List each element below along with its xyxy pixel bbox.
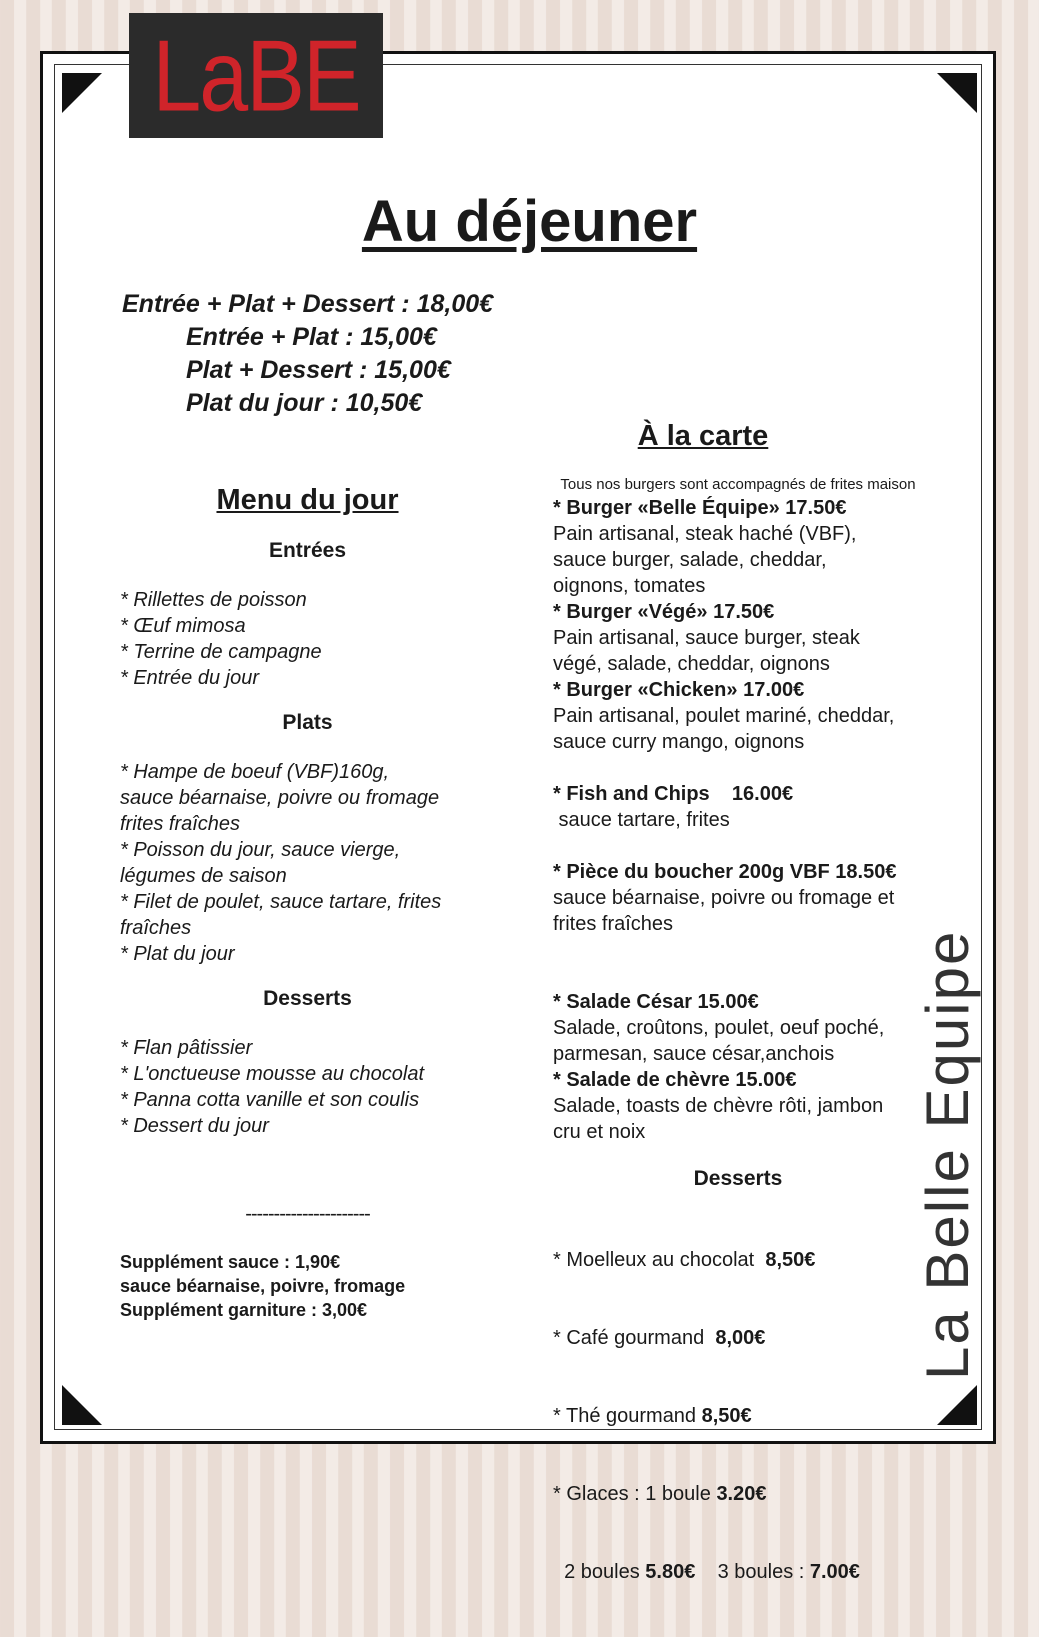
- corner-ornament-bottom-right: [937, 1385, 977, 1425]
- formula-line: Plat + Dessert : 15,00€: [186, 356, 451, 384]
- carte-item-burger-chicken: [553, 677, 933, 755]
- formula-line: Entrée + Plat : 15,00€: [186, 323, 437, 351]
- item-desc: Salade, croûtons, poulet, oeuf poché,: [553, 1017, 885, 1039]
- list-item: * L'onctueuse mousse au chocolat: [120, 1063, 425, 1085]
- logo-text: LaBE: [152, 18, 360, 132]
- item-desc: Salade, toasts de chèvre rôti, jambon: [553, 1095, 884, 1117]
- supplement-line: Supplément sauce : 1,90€: [120, 1252, 341, 1272]
- item-name: * Salade de chèvre 15.00€: [553, 1069, 797, 1091]
- desserts-heading: Desserts: [263, 987, 352, 1010]
- a-la-carte-title: À la carte: [637, 420, 769, 452]
- item-desc: Pain artisanal, steak haché (VBF),: [553, 523, 857, 545]
- item-desc: cru et noix: [553, 1121, 646, 1143]
- formula-line: Plat du jour : 10,50€: [186, 389, 423, 417]
- item-desc: sauce béarnaise, poivre ou fromage et: [553, 887, 895, 909]
- carte-item-burger-belle-equipe: [553, 495, 933, 599]
- list-item: * Rillettes de poisson: [120, 589, 307, 611]
- logo: [129, 13, 383, 138]
- list-item: * Dessert du jour: [120, 1115, 269, 1137]
- page-title: Au déjeuner: [361, 189, 698, 254]
- item-name: * Burger «Chicken» 17.00€: [553, 679, 805, 701]
- plats-heading: Plats: [282, 711, 333, 734]
- corner-ornament-top-left: [62, 73, 102, 113]
- supplement-line: Supplément garniture : 3,00€: [120, 1300, 368, 1320]
- item-name: * Burger «Belle Équipe» 17.50€: [553, 497, 847, 519]
- list-item: * Flan pâtissier: [120, 1037, 253, 1059]
- carte-desserts-list: [553, 1195, 933, 1637]
- item-desc: parmesan, sauce césar,anchois: [553, 1043, 835, 1065]
- separator-line: ----------------------: [245, 1203, 370, 1225]
- item-name: * Fish and Chips 16.00€: [553, 783, 794, 805]
- a-la-carte: [553, 420, 933, 1637]
- list-item: * Hampe de boeuf (VBF)160g,: [120, 761, 390, 783]
- list-item: * Plat du jour: [120, 943, 235, 965]
- item-desc: sauce curry mango, oignons: [553, 731, 805, 753]
- item-name: * Salade César 15.00€: [553, 991, 759, 1013]
- list-item: * Œuf mimosa: [120, 615, 246, 637]
- dessert-line: 2 boules 5.80€ 3 boules : 7.00€: [553, 1561, 860, 1583]
- entrees-list: [120, 587, 500, 691]
- list-item: * Poisson du jour, sauce vierge,: [120, 839, 401, 861]
- corner-ornament-bottom-left: [62, 1385, 102, 1425]
- dessert-line: * Glaces : 1 boule 3.20€: [553, 1483, 767, 1505]
- supplements: [120, 1250, 500, 1322]
- list-item: * Terrine de campagne: [120, 641, 322, 663]
- carte-item-burger-vege: [553, 599, 933, 677]
- list-item: * Entrée du jour: [120, 667, 259, 689]
- list-item: frites fraîches: [120, 813, 241, 835]
- item-desc: sauce tartare, frites: [553, 809, 730, 831]
- entrees-heading: Entrées: [268, 539, 347, 562]
- item-name: * Pièce du boucher 200g VBF 18.50€: [553, 861, 897, 883]
- item-desc: frites fraîches: [553, 913, 674, 935]
- carte-item-piece-du-boucher: [553, 859, 933, 937]
- dessert-line: * Moelleux au chocolat 8,50€: [553, 1249, 816, 1271]
- list-item: * Panna cotta vanille et son coulis: [120, 1089, 420, 1111]
- carte-item-salade-cesar: [553, 989, 933, 1067]
- carte-desserts-heading: Desserts: [693, 1167, 783, 1190]
- carte-item-fish-and-chips: [553, 781, 933, 833]
- item-desc: oignons, tomates: [553, 575, 706, 597]
- list-item: légumes de saison: [120, 865, 287, 887]
- corner-ornament-top-right: [937, 73, 977, 113]
- list-item: sauce béarnaise, poivre ou fromage: [120, 787, 440, 809]
- item-desc: Pain artisanal, poulet mariné, cheddar,: [553, 705, 895, 727]
- list-item: * Filet de poulet, sauce tartare, frites: [120, 891, 442, 913]
- formula-line: Entrée + Plat + Dessert : 18,00€: [122, 290, 494, 318]
- item-desc: Pain artisanal, sauce burger, steak: [553, 627, 860, 649]
- dessert-line: * Thé gourmand 8,50€: [553, 1405, 752, 1427]
- vertical-brand-text: La Belle Equipe: [914, 929, 981, 1380]
- burger-note: Tous nos burgers sont accompagnés de frites maison: [560, 476, 916, 493]
- menu-du-jour: [120, 484, 500, 1322]
- plats-list: [120, 759, 500, 967]
- item-name: * Burger «Végé» 17.50€: [553, 601, 775, 623]
- item-desc: végé, salade, cheddar, oignons: [553, 653, 830, 675]
- carte-item-salade-chevre: [553, 1067, 933, 1145]
- desserts-list: [120, 1035, 500, 1139]
- dessert-line: * Café gourmand 8,00€: [553, 1327, 766, 1349]
- list-item: fraîches: [120, 917, 192, 939]
- item-desc: sauce burger, salade, cheddar,: [553, 549, 827, 571]
- supplement-line: sauce béarnaise, poivre, fromage: [120, 1276, 406, 1296]
- formula-prices: [122, 288, 493, 420]
- menu-du-jour-title: Menu du jour: [216, 484, 399, 516]
